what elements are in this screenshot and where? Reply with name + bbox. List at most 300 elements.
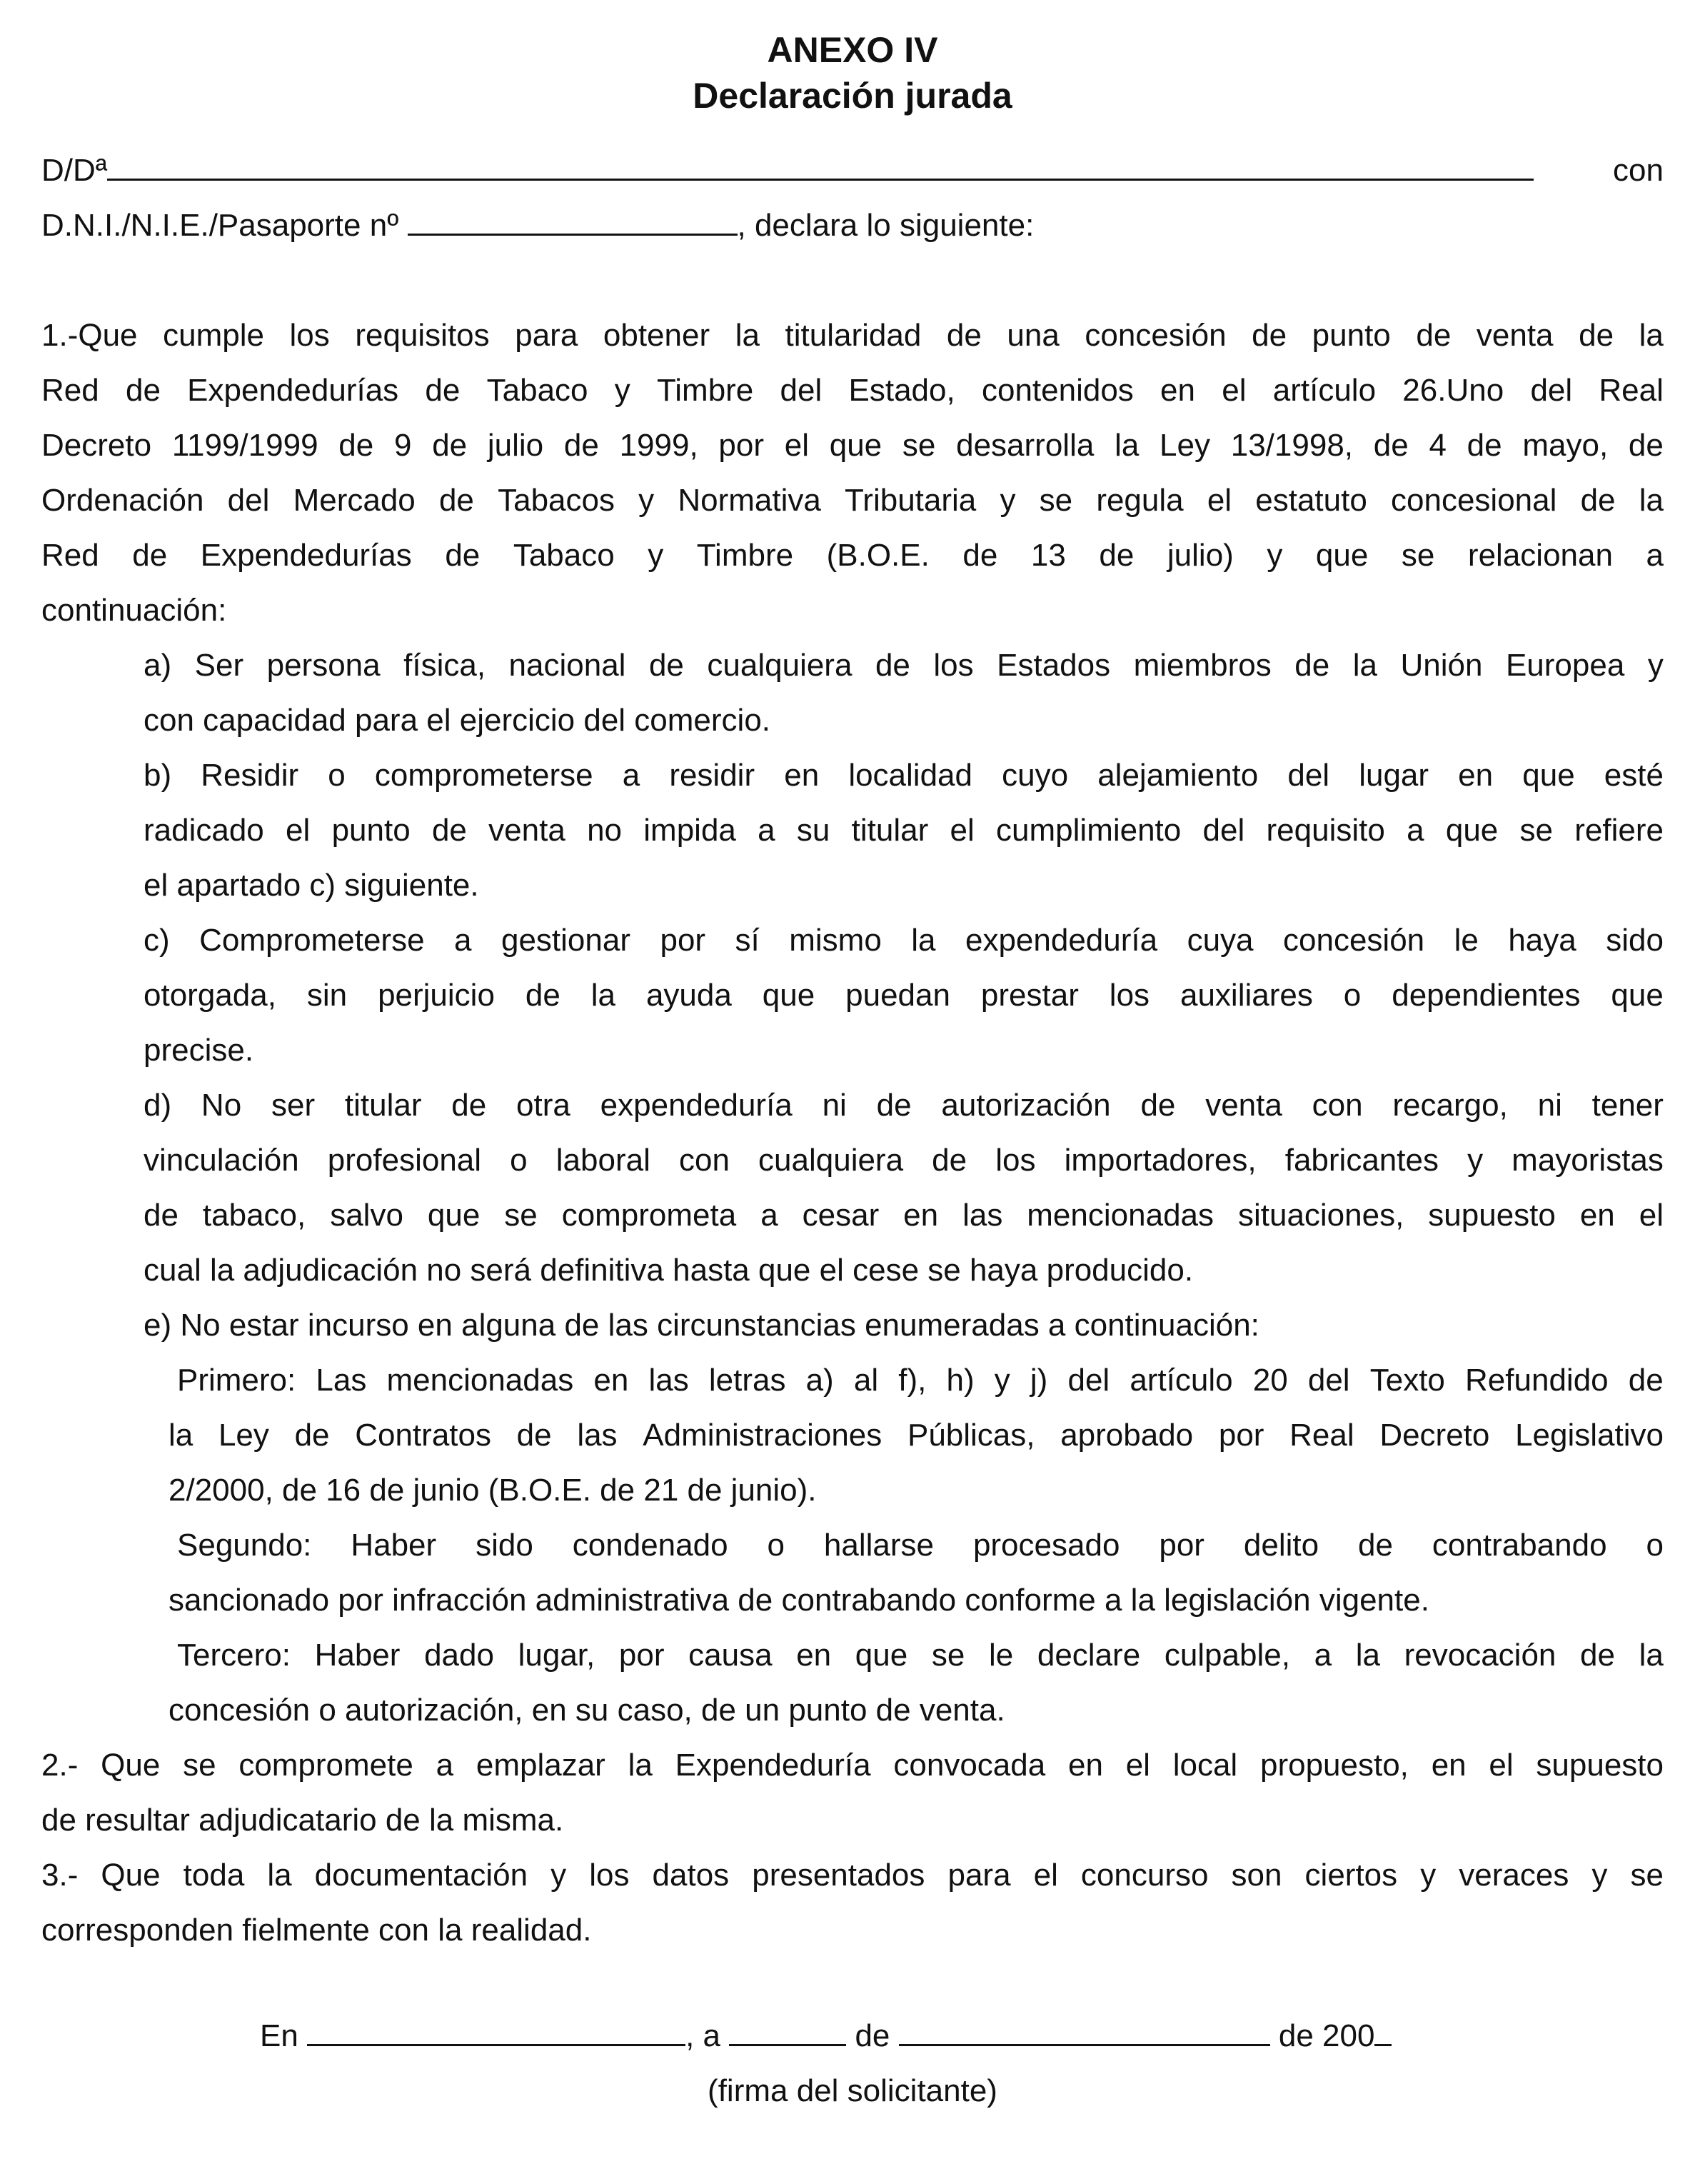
item-d — [41, 1078, 1664, 1298]
word: Red — [41, 373, 99, 408]
word: al — [853, 1363, 879, 1398]
item-a-line: con capacidad para el ejercicio del comercio. — [144, 703, 771, 738]
word: de — [438, 483, 474, 518]
word: de — [1373, 428, 1409, 463]
word: ser — [271, 1088, 316, 1123]
word: impida — [643, 813, 736, 848]
word: Normativa — [678, 483, 821, 518]
word: Timbre — [657, 373, 754, 408]
word: sido — [1606, 923, 1664, 958]
word: y — [648, 538, 664, 573]
word: Red — [41, 538, 99, 573]
word: Haber — [351, 1528, 437, 1563]
id-blank — [408, 202, 738, 236]
word: o — [767, 1528, 785, 1563]
word: sí — [735, 923, 760, 958]
word: que — [1522, 758, 1575, 793]
word: Timbre — [696, 538, 794, 573]
word: puedan — [845, 978, 950, 1013]
word: y — [638, 483, 655, 518]
word: la — [169, 1418, 193, 1453]
word: el — [1222, 373, 1247, 408]
word: comprometerse — [374, 758, 593, 793]
word: 2.- — [41, 1748, 79, 1783]
word: vinculación — [144, 1143, 299, 1178]
word: de — [1628, 428, 1664, 463]
word: del — [780, 373, 823, 408]
name-prefix: D/Dª — [41, 153, 108, 188]
word: Que — [101, 1858, 161, 1893]
word: le — [988, 1638, 1014, 1673]
word: física, — [403, 648, 486, 683]
word: Estado, — [848, 373, 955, 408]
word: ni — [822, 1088, 847, 1123]
word: julio — [487, 428, 544, 463]
word: Unión — [1400, 648, 1483, 683]
word: concesión — [1085, 318, 1227, 353]
word: Europea — [1505, 648, 1625, 683]
item-b-line — [144, 748, 1664, 803]
item-d-line — [144, 1133, 1664, 1188]
word: de — [516, 1418, 552, 1453]
item-a — [41, 638, 1664, 748]
word: de — [1416, 318, 1452, 353]
primero-line — [169, 1353, 1664, 1408]
word: requisito — [1266, 813, 1385, 848]
word: mayo, — [1522, 428, 1609, 463]
word: en — [1067, 1748, 1103, 1783]
word: Haber — [314, 1638, 401, 1673]
word: otorgada, — [144, 978, 276, 1013]
word: la — [628, 1748, 653, 1783]
word: 13/1998, — [1230, 428, 1354, 463]
word: la — [1639, 318, 1664, 353]
word: de — [525, 978, 560, 1013]
word: Contratos — [355, 1418, 491, 1453]
word: cesar — [802, 1198, 880, 1233]
word: expendeduría — [965, 923, 1158, 958]
word: julio) — [1167, 538, 1234, 573]
item-e — [41, 1298, 1664, 1353]
sub-item-primero — [41, 1353, 1664, 1518]
word: artículo — [1272, 373, 1377, 408]
word: estatuto — [1255, 483, 1367, 518]
word: de — [451, 1088, 487, 1123]
word: las — [962, 1198, 1003, 1233]
word: que — [1445, 813, 1499, 848]
word: laboral — [555, 1143, 650, 1178]
word: titularidad — [785, 318, 922, 353]
word: de — [1140, 1088, 1176, 1123]
word: localidad — [848, 758, 972, 793]
word: que — [1315, 538, 1369, 573]
word: Mercado — [293, 483, 416, 518]
item-d-line — [144, 1188, 1664, 1243]
word: de — [1294, 648, 1330, 683]
word: Tributaria — [845, 483, 977, 518]
word: en — [796, 1638, 832, 1673]
word: Real — [1289, 1418, 1354, 1453]
word: la — [1352, 648, 1377, 683]
clause-1-line — [41, 473, 1664, 528]
tercero-line — [169, 1628, 1664, 1683]
word: concesión — [1283, 923, 1425, 958]
word: de — [1467, 428, 1502, 463]
word: venta — [1205, 1088, 1282, 1123]
name-blank — [107, 147, 1534, 181]
word: el — [784, 428, 809, 463]
word: condenado — [572, 1528, 728, 1563]
word: de — [338, 428, 374, 463]
word: y — [1647, 648, 1664, 683]
word: del — [227, 483, 270, 518]
word: una — [1007, 318, 1060, 353]
word: sin — [306, 978, 348, 1013]
word: propuesto, — [1259, 1748, 1409, 1783]
word: y — [1591, 1858, 1608, 1893]
word: de — [946, 318, 982, 353]
sub-item-tercero — [41, 1628, 1664, 1738]
word: alejamiento — [1097, 758, 1259, 793]
word: no — [587, 813, 623, 848]
word: lugar — [1359, 758, 1429, 793]
signature-caption: (firma del solicitante) — [708, 2073, 997, 2108]
word: regula — [1096, 483, 1184, 518]
word: de — [962, 538, 998, 573]
word: titular — [851, 813, 929, 848]
word: los — [289, 318, 330, 353]
word: perjuicio — [378, 978, 495, 1013]
word: tener — [1591, 1088, 1664, 1123]
word: se — [1039, 483, 1073, 518]
word: el — [286, 813, 311, 848]
word: Comprometerse — [199, 923, 425, 958]
word: f), — [898, 1363, 927, 1398]
word: por — [1218, 1418, 1264, 1453]
word: obtener — [603, 318, 710, 353]
word: Tabaco — [513, 538, 615, 573]
word: por — [1159, 1528, 1204, 1563]
word: profesional — [327, 1143, 482, 1178]
word: en — [903, 1198, 939, 1233]
word: los — [933, 648, 974, 683]
word: cuya — [1187, 923, 1254, 958]
word: el — [1639, 1198, 1664, 1233]
word: a) — [805, 1363, 834, 1398]
id-suffix: , declara lo siguiente: — [737, 208, 1035, 243]
word: Tabaco — [486, 373, 588, 408]
word: Segundo: — [177, 1528, 312, 1563]
word: Ordenación — [41, 483, 204, 518]
segundo-line — [169, 1518, 1664, 1573]
clause-3-line — [41, 1848, 1664, 1903]
clause-1-line — [41, 308, 1664, 363]
word: miembros — [1133, 648, 1272, 683]
word: de — [294, 1418, 330, 1453]
word: para — [947, 1858, 1011, 1893]
word: o — [1343, 978, 1362, 1013]
word: y — [1267, 538, 1283, 573]
name-line — [41, 143, 1664, 198]
word: le — [1454, 923, 1479, 958]
word: c) — [144, 923, 170, 958]
word: se — [1519, 813, 1554, 848]
word: que — [427, 1198, 481, 1233]
word: local — [1172, 1748, 1238, 1783]
word: documentación — [314, 1858, 528, 1893]
clause-1-line: continuación: — [41, 593, 227, 628]
word: de — [132, 538, 168, 573]
place-date-line — [260, 2008, 1392, 2063]
word: culpable, — [1164, 1638, 1290, 1673]
word: importadores, — [1064, 1143, 1257, 1178]
word: en — [784, 758, 820, 793]
item-d-line: cual la adjudicación no será definitiva hasta que el cese se haya producido. — [144, 1253, 1194, 1288]
word: gestionar — [501, 923, 630, 958]
word: Públicas, — [907, 1418, 1035, 1453]
word: hallarse — [823, 1528, 934, 1563]
word: supuesto — [1428, 1198, 1556, 1233]
word: desarrolla — [956, 428, 1095, 463]
word: tabaco, — [202, 1198, 306, 1233]
clause-1-line — [41, 418, 1664, 473]
word: que — [855, 1638, 908, 1673]
word: 9 — [393, 428, 412, 463]
word: a — [1646, 538, 1664, 573]
declaration-body — [41, 143, 1664, 1958]
word: No — [201, 1088, 242, 1123]
year-prefix: de 200 — [1278, 2018, 1375, 2053]
word: Residir — [201, 758, 299, 793]
word: 26.Uno — [1402, 373, 1504, 408]
word: Expendeduría — [675, 1748, 871, 1783]
spacer — [41, 253, 1664, 308]
word: Las — [316, 1363, 367, 1398]
item-d-line — [144, 1078, 1664, 1133]
word: la — [735, 318, 760, 353]
clause-2-line — [41, 1738, 1664, 1793]
word: mencionadas — [1027, 1198, 1214, 1233]
item-c-line — [144, 968, 1664, 1023]
word: del — [1287, 758, 1330, 793]
word: titular — [344, 1088, 422, 1123]
word: de — [432, 428, 468, 463]
word: (B.O.E. — [826, 538, 930, 573]
word: a — [758, 813, 775, 848]
word: dependientes — [1392, 978, 1581, 1013]
word: los — [589, 1858, 630, 1893]
word: concesional — [1391, 483, 1557, 518]
word: 3.- — [41, 1858, 79, 1893]
word: en — [1579, 1198, 1615, 1233]
word: de — [932, 1143, 967, 1178]
word: de — [1580, 1638, 1615, 1673]
word: la — [590, 978, 616, 1013]
word: su — [796, 813, 830, 848]
word: por — [660, 923, 706, 958]
word: presentados — [752, 1858, 925, 1893]
word: punto — [331, 813, 411, 848]
year-blank — [1374, 2013, 1392, 2046]
tercero-line: concesión o autorización, en su caso, de un punto de venta. — [169, 1693, 1005, 1728]
word: por — [618, 1638, 665, 1673]
word: Ser — [194, 648, 244, 683]
id-line — [41, 198, 1664, 253]
word: 20 — [1252, 1363, 1288, 1398]
primero-line — [169, 1408, 1664, 1463]
word: j) — [1030, 1363, 1048, 1398]
word: son — [1231, 1858, 1282, 1893]
word: y — [550, 1858, 567, 1893]
word: o — [328, 758, 346, 793]
word: la — [1639, 1638, 1664, 1673]
word: Administraciones — [643, 1418, 882, 1453]
word: de — [125, 373, 161, 408]
word: de — [144, 1198, 178, 1233]
word: 1999, — [619, 428, 698, 463]
word: datos — [652, 1858, 730, 1893]
word: a — [760, 1198, 778, 1233]
day-prefix: , a — [685, 2018, 720, 2053]
word: de — [1628, 1363, 1664, 1398]
month-blank — [899, 2013, 1270, 2046]
word: otra — [516, 1088, 570, 1123]
word: Decreto — [1379, 1418, 1490, 1453]
word: mencionadas — [386, 1363, 574, 1398]
item-c — [41, 913, 1664, 1078]
word: a) — [144, 648, 172, 683]
word: expendeduría — [600, 1088, 793, 1123]
word: refiere — [1574, 813, 1664, 848]
word: venta — [488, 813, 565, 848]
clause-3 — [41, 1848, 1664, 1958]
word: auxiliares — [1180, 978, 1313, 1013]
word: recargo, — [1392, 1088, 1508, 1123]
segundo-line: sancionado por infracción administrativa de contrabando conforme a la legislación vigente. — [169, 1583, 1429, 1618]
word: a — [436, 1748, 454, 1783]
word: artículo — [1130, 1363, 1233, 1398]
word: ciertos — [1304, 1858, 1398, 1893]
word: cualquiera — [707, 648, 852, 683]
word: se — [931, 1638, 965, 1673]
sub-item-segundo — [41, 1518, 1664, 1628]
word: en — [1160, 373, 1195, 408]
word: de — [1099, 538, 1135, 573]
word: se — [504, 1198, 538, 1233]
word: y — [1467, 1143, 1484, 1178]
word: del — [1067, 1363, 1110, 1398]
word: y — [994, 1363, 1010, 1398]
word: Texto — [1369, 1363, 1445, 1398]
word: de — [1358, 1528, 1393, 1563]
word: Primero: — [177, 1363, 296, 1398]
word: nacional — [508, 648, 626, 683]
word: en — [1458, 758, 1494, 793]
month-prefix: de — [855, 2018, 890, 2053]
word: y — [1420, 1858, 1437, 1893]
item-c-line — [144, 913, 1664, 968]
word: causa — [688, 1638, 773, 1673]
word: 13 — [1030, 538, 1066, 573]
word: toda — [183, 1858, 245, 1893]
word: autorización — [941, 1088, 1111, 1123]
word: las — [577, 1418, 618, 1453]
word: de — [425, 373, 461, 408]
word: del — [1202, 813, 1245, 848]
word: de — [1252, 318, 1287, 353]
word: del — [1530, 373, 1573, 408]
word: y — [1000, 483, 1016, 518]
word: h) — [946, 1363, 975, 1398]
word: que — [762, 978, 815, 1013]
primero-line: 2/2000, de 16 de junio (B.O.E. de 21 de junio). — [169, 1473, 817, 1508]
word: salvo — [330, 1198, 403, 1233]
word: la — [1115, 428, 1140, 463]
word: Real — [1599, 373, 1664, 408]
word: la — [267, 1858, 292, 1893]
word: mayoristas — [1512, 1143, 1664, 1178]
word: o — [510, 1143, 528, 1178]
word: supuesto — [1536, 1748, 1664, 1783]
item-b-line — [144, 803, 1664, 858]
word: las — [648, 1363, 689, 1398]
word: los — [995, 1143, 1036, 1178]
word: del — [1307, 1363, 1350, 1398]
word: los — [1109, 978, 1150, 1013]
day-blank — [729, 2013, 846, 2046]
word: relacionan — [1467, 538, 1613, 573]
word: veraces — [1459, 1858, 1569, 1893]
word: por — [718, 428, 765, 463]
word: contenidos — [981, 373, 1134, 408]
word: se — [902, 428, 936, 463]
word: ni — [1537, 1088, 1562, 1123]
word: procesado — [972, 1528, 1120, 1563]
word: situaciones, — [1237, 1198, 1404, 1233]
word: Expendedurías — [187, 373, 399, 408]
word: Estados — [997, 648, 1111, 683]
word: de — [445, 538, 481, 573]
word: Legislativo — [1515, 1418, 1664, 1453]
word: lugar, — [518, 1638, 595, 1673]
document-page — [41, 0, 1664, 2184]
clause-1-line — [41, 528, 1664, 583]
word: venta — [1476, 318, 1554, 353]
word: de — [876, 1088, 912, 1123]
word: de — [431, 813, 467, 848]
word: de — [1579, 318, 1614, 353]
word: compromete — [238, 1748, 413, 1783]
word: el — [1125, 1748, 1150, 1783]
word: contrabando — [1432, 1528, 1607, 1563]
word: Tercero: — [177, 1638, 291, 1673]
word: dado — [424, 1638, 494, 1673]
word: aprobado — [1060, 1418, 1194, 1453]
word: cumple — [163, 318, 264, 353]
word: Tabacos — [498, 483, 615, 518]
word: o — [1646, 1528, 1664, 1563]
word: haya — [1508, 923, 1576, 958]
word: 4 — [1429, 428, 1447, 463]
declaration-heading: Declaración jurada — [693, 76, 1012, 116]
word: requisitos — [355, 318, 490, 353]
word: con — [678, 1143, 730, 1178]
word: el — [1033, 1858, 1058, 1893]
word: el — [1489, 1748, 1514, 1783]
word: de — [563, 428, 599, 463]
word: la — [1355, 1638, 1380, 1673]
word: el — [950, 813, 975, 848]
